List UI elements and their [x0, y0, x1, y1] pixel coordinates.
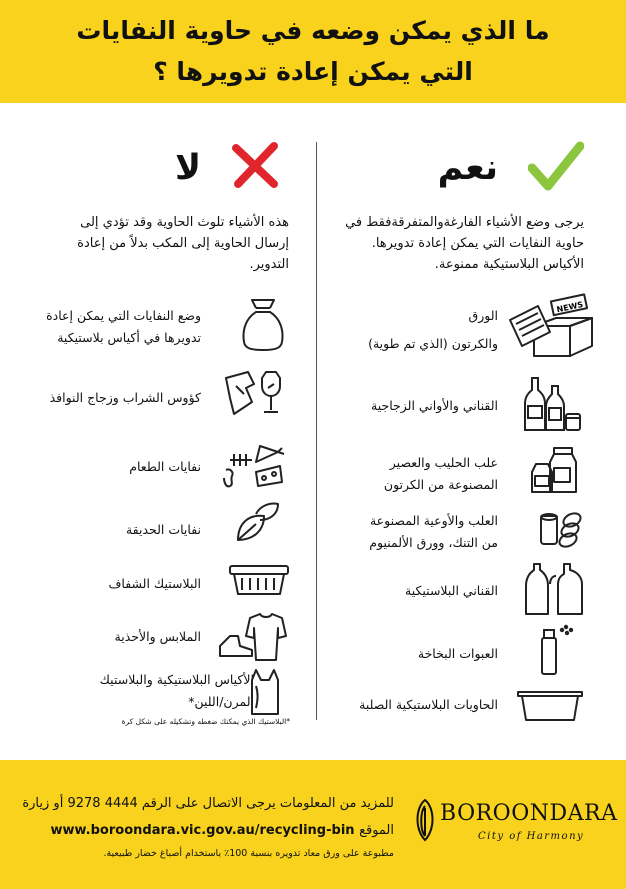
no-item-clothes: الملابس والأحذية	[114, 629, 201, 644]
header-banner	[0, 0, 626, 103]
leaves-icon	[232, 500, 282, 548]
no-item-food: نفايات الطعام	[129, 459, 201, 474]
no-item-soft-plastics: الأكياس البلاستيكية والبلاستيك المرن/اللين*	[99, 672, 254, 709]
yes-item-glass: القناني والأواني الزجاجية	[371, 398, 498, 413]
no-item-clear-plastic: البلاستيك الشفاف	[108, 576, 201, 591]
cans-icon	[538, 508, 584, 548]
clear-plastic-icon	[228, 562, 290, 598]
logo-name: BOROONDARA	[440, 801, 618, 826]
footer-banner	[0, 760, 626, 889]
glass-bottles-icon	[522, 376, 584, 432]
plastic-bottles-icon	[524, 562, 584, 618]
page-title-line1: ما الذي يمكن وضعه في حاوية النفايات	[76, 16, 550, 45]
yes-item-aerosol: العبوات البخاخة	[417, 646, 498, 661]
yes-item-cans: العلب والأوعية المصنوعة من التنك، وورق الألمنيوم	[369, 513, 498, 550]
no-intro: هذه الأشياء تلوث الحاوية وقد تؤدي إلى إرسال الحاوية إلى المكب بدلاً من إعادة التدوير.	[77, 215, 289, 272]
footnote: *البلاستيك الذي يمكنك ضغطه وتشكيله على شكل كرة	[121, 717, 290, 726]
broken-glass-icon	[222, 368, 288, 420]
no-item-glassware: كؤوس الشراب وزجاج النوافذ	[49, 390, 201, 405]
food-waste-icon	[222, 440, 286, 490]
newspaper-box-icon	[508, 292, 600, 364]
footer-print-note: مطبوعة على ورق معاد تدويره بنسبة 100٪ باستخدام أصباغ خضار طبيعية.	[103, 848, 394, 859]
yes-item-hard-plastic: الحاويات البلاستيكية الصلبة	[359, 697, 498, 712]
yes-heading: نعم	[437, 148, 498, 188]
aerosol-icon	[538, 624, 574, 676]
footer-website[interactable]: www.boroondara.vic.gov.au/recycling-bin الموقع	[50, 823, 394, 838]
plastic-bag-icon	[248, 668, 282, 718]
no-item-garden: نفايات الحديقة	[125, 522, 201, 537]
news-badge: NEWS	[555, 299, 584, 315]
no-item-bagged: وضع النفايات التي يمكن إعادة تدويرها في أكياس بلاستيكية	[46, 308, 201, 345]
bag-icon	[240, 298, 286, 352]
yes-item-plastic-bottles: القناني البلاستيكية	[405, 583, 498, 598]
cross-icon	[228, 140, 282, 190]
no-heading: لا	[174, 148, 201, 188]
yes-intro: يرجى وضع الأشياء الفارغةوالمتفرقةفقط في حاوية النفايات التي يمكن إعادة تدويرها. الأكياس البلاستيكية ممنوعة.	[345, 215, 584, 272]
hard-container-icon	[516, 688, 584, 722]
yes-item-cartons: علب الحليب والعصير المصنوعة من الكرتون	[383, 455, 498, 492]
yes-item-paper: الورق والكرتون (الذي تم طوية)	[368, 308, 498, 351]
page-title-line2: التي يمكن إعادة تدويرها ؟	[153, 57, 473, 86]
clothes-icon	[216, 612, 288, 662]
milk-cartons-icon	[528, 446, 580, 494]
boroondara-logo-icon	[412, 798, 438, 842]
column-divider	[316, 142, 317, 720]
footer-contact: للمزيد من المعلومات يرجى الاتصال على الرقم 4444 9278 أو زيارة	[22, 796, 394, 811]
check-icon	[528, 140, 584, 192]
logo-tagline: City of Harmony	[478, 831, 585, 842]
